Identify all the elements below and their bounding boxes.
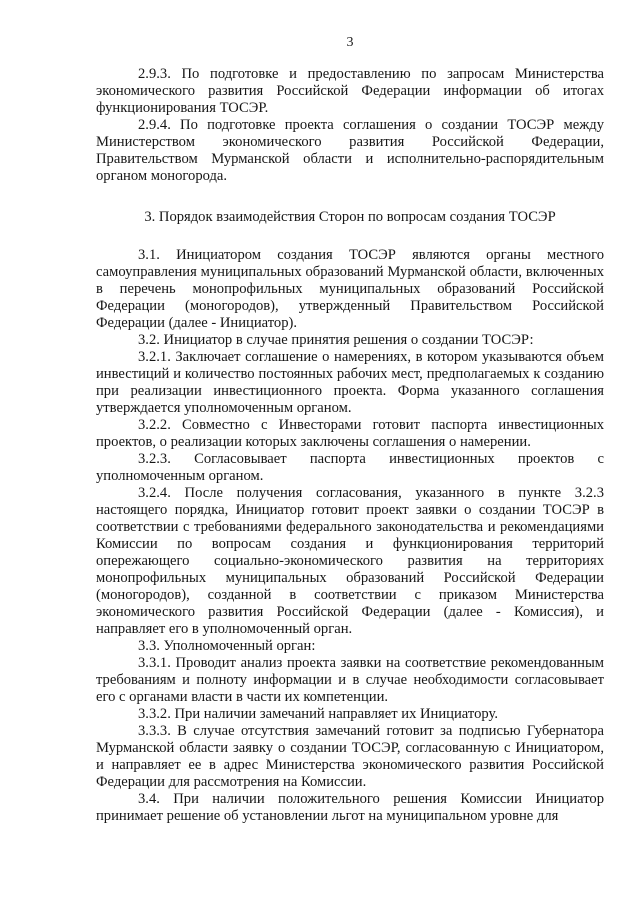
paragraph-3-2: 3.2. Инициатор в случае принятия решения о создании ТОСЭР: [138,332,534,348]
paragraph-3-1: 3.1. Инициатором создания ТОСЭР являются органы местного самоуправления муниципальных образований Мурманской области, включенных в перечень монопрофильных муниципальных образований Российской Федерации (моногородов), утвержденный Правительством Российской Федерации (далее - Инициатор). [96,247,604,331]
document-body [96,66,604,825]
paragraph-3-2-2: 3.2.2. Совместно с Инвесторами готовит паспорта инвестиционных проектов, о реализации которых заключены соглашения о намерении. [96,417,604,450]
section-heading: 3. Порядок взаимодействия Сторон по вопросам создания ТОСЭР [144,209,556,225]
page-number: 3 [346,35,354,50]
paragraph-3-4: 3.4. При наличии положительного решения Комиссии Инициатор принимает решение об установлении льгот на муниципальном уровне для [96,791,604,824]
paragraph-3-2-1: 3.2.1. Заключает соглашение о намерениях, в котором указываются объем инвестиций и количество постоянных рабочих мест, предполагаемых к созданию при реализации инвестиционного проекта. Форма указанного соглашения утверждается уполномоченным органом. [96,349,604,416]
paragraph-3-3-1: 3.3.1. Проводит анализ проекта заявки на соответствие рекомендованным требованиям и полноту информации и в случае необходимости согласовывает его с органами власти в части их компетенции. [96,655,604,705]
paragraph-3-2-4: 3.2.4. После получения согласования, указанного в пункте 3.2.3 настоящего порядка, Инициатор готовит проект заявки о создании ТОСЭР в соответствии с требованиями федерального законодательства и рекомендациями Комиссии по вопросам создания и функционирования территорий опережающего социально-экономического развития на территориях монопрофильных муниципальных образований Российской Федерации (моногородов), созданной в соответствии с приказом Министерства экономического развития Российской Федерации (далее - Комиссия), и направляет его в уполномоченный орган. [96,485,604,637]
paragraph-3-2-3: 3.2.3. Согласовывает паспорта инвестиционных проектов с уполномоченным органом. [96,451,604,484]
paragraph-2-9-3: 2.9.3. По подготовке и предоставлению по запросам Министерства экономического развития Российской Федерации информации об итогах функционирования ТОСЭР. [96,66,604,116]
paragraph-3-3-3: 3.3.3. В случае отсутствия замечаний готовит за подписью Губернатора Мурманской области заявку о создании ТОСЭР, согласованную с Инициатором, и направляет ее в адрес Министерства экономического развития Российской Федерации для рассмотрения на Комиссии. [96,723,604,790]
paragraph-3-3-2: 3.3.2. При наличии замечаний направляет их Инициатору. [138,706,498,722]
paragraph-3-3: 3.3. Уполномоченный орган: [138,638,316,654]
paragraph-2-9-4: 2.9.4. По подготовке проекта соглашения о создании ТОСЭР между Министерством экономического развития Российской Федерации, Правительством Мурманской области и исполнительно-распорядительным органом моногорода. [96,117,604,184]
